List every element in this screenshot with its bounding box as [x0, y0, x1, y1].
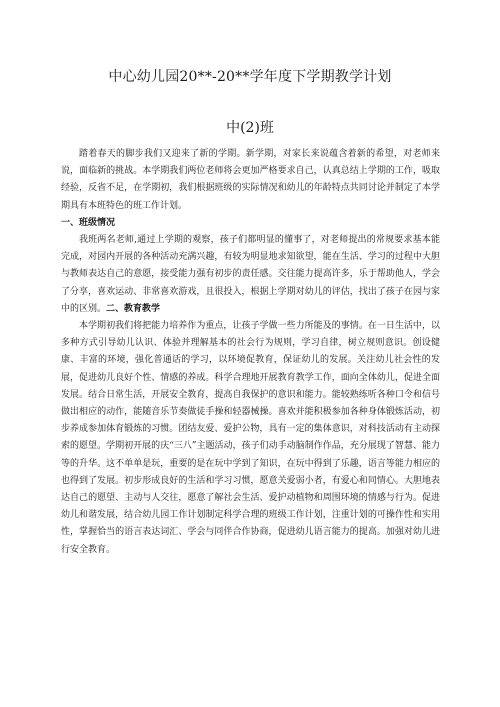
education-paragraph: 本学期初我们将把能力培养作为重点，让孩子学做一些力所能及的事情。在一日生活中，以多种方式引导幼儿认识、体验并理解基本的社会行为规则，学习自律，树立规则意识。创设健康、丰富的环境，强化普通话的学习，以环境促教育，保证幼儿的发展。关注幼儿社会性的发展，促进幼儿良好个性、情感的养成。科学合理地开展教育教学工作，面向全体幼儿，促进全面发展。结合日常生活，开展安全教育，提高自我保护的意识和能力。能较熟练听各种口令和信号做出相应的动作，能随音乐节奏做徒手操和轻器械操。喜欢并能积极参加各种身体锻炼活动，初步养成参加体育锻炼的习惯。团结友爱、爱护公物，具有一定的集体意识，对科技活动有主动探索的愿望。学期初开展的庆“三八”主题活动，孩子们动手动脑制作作品，充分展现了智慧、能力等的升华。这不单单是玩，重要的是在玩中学到了知识，在玩中得到了乐趣，语言等能力相应的也得到了发展。初步形成良好的生活和学习习惯，愿意关爱弱小者，有爱心和同情心。大胆地表达自己的愿望、主动与人交往，愿意了解社会生活、爱护动植物和周围环境的情感与行为。促进幼儿和谐发展，结合幼儿园工作计划制定科学合理的班级工作计划，注重计划的可操作性和实用性，掌握恰当的语言表达词汇、学会与同伴合作协商，促进幼儿语言能力的提高。加强对幼儿进行安全教育。 [61, 321, 440, 555]
section-heading-class-situation: 一、班级情况 [61, 217, 116, 228]
class-name-heading: 中(2)班 [226, 120, 274, 136]
document-body [61, 146, 440, 559]
document-title: 中心幼儿园20**-20**学年度下学期教学计划 [108, 69, 392, 85]
class-situation-text: 我班两名老师,通过上学期的观察，孩子们都明显的懂事了，对老师提出的常规要求基本能完成，对园内开展的各种活动充满兴趣，有较为明显地求知欲望，能在生活、学习的过程中大胆与教师表达自己的意愿，接受能力强有初步的责任感。交往能力提高许多，乐于帮助他人，学会了分享，喜欢运动、非常喜欢游戏，且很投入，根据上学期对幼儿的评估，找出了孩子在园与家中的区别。 [61, 235, 440, 314]
class-situation-paragraph [61, 232, 440, 318]
intro-paragraph: 踏着春天的脚步我们又迎来了新的学期。新学期，对家长来说蕴含着新的希望，对老师来说，面临新的挑战。本学期我们两位老师将会更加严格要求自己，认真总结上学期的工作，吸取经验，反省不足，在学期初，我们根据班级的实际情况和幼儿的年龄特点共同讨论并制定了本学期具有本班特色的班工作计划。 [61, 149, 440, 211]
section-heading-education: 二、教育教学 [106, 303, 161, 314]
